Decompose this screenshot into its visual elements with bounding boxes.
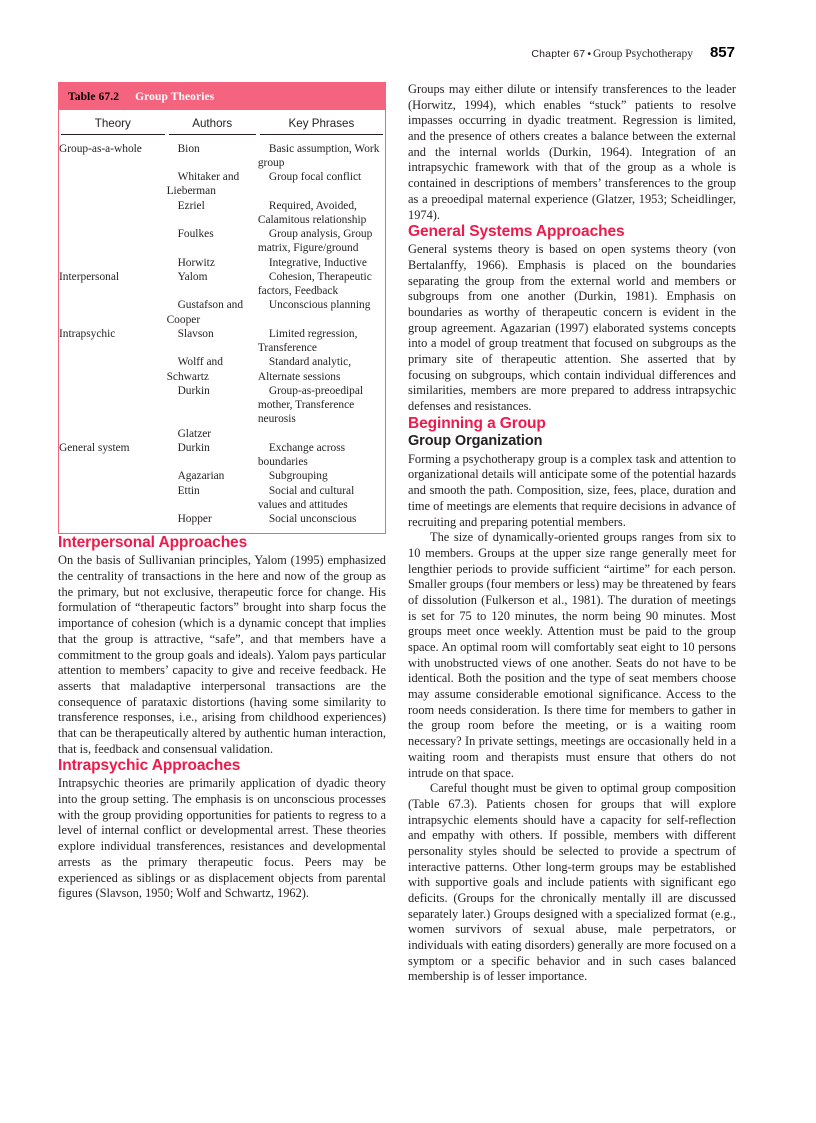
cell-author xyxy=(167,327,258,356)
table-row xyxy=(59,484,385,513)
table-row xyxy=(59,256,385,270)
cell-phrase-text: Group-as-preoedipal mother, Transference neurosis xyxy=(257,384,364,426)
cell-phrase xyxy=(258,199,385,228)
page-number: 857 xyxy=(709,44,735,61)
cell-phrase xyxy=(258,256,385,270)
cell-phrase xyxy=(258,484,385,513)
table-row xyxy=(59,384,385,427)
heading-beginning-a-group: Beginning a Group xyxy=(408,414,546,432)
table-head xyxy=(59,110,385,138)
running-head-title: Group Psychotherapy xyxy=(593,48,693,60)
cell-theory xyxy=(59,484,167,513)
cell-author xyxy=(167,469,258,483)
column-header-theory-label: Theory xyxy=(94,116,131,130)
cell-author-text: Hopper xyxy=(177,513,212,526)
cell-author-text: Bion xyxy=(177,142,200,155)
cell-author xyxy=(167,441,258,470)
cell-theory xyxy=(59,256,167,270)
cell-author-text: Durkin xyxy=(177,441,210,454)
paragraph-group-organization-1: Forming a psychotherapy group is a complex task and attention to organizational details will anticipate some of the potential hazards and smooth the path. Composition, size, fees, place, duration and time of meetings are elements that require decisions in advance of recruiting and preparing potential members. xyxy=(408,451,737,529)
table-row xyxy=(59,227,385,256)
cell-author xyxy=(167,355,258,384)
running-head-chapter: Chapter 67 xyxy=(531,48,586,60)
cell-theory: Intrapsychic xyxy=(59,327,116,340)
cell-author xyxy=(167,270,258,299)
cell-phrase xyxy=(258,355,385,384)
cell-author xyxy=(167,227,258,256)
right-column xyxy=(408,82,736,985)
cell-phrase xyxy=(258,512,385,526)
column-header-key-phrases xyxy=(258,110,385,138)
cell-phrase-text: Integrative, Inductive xyxy=(268,256,367,269)
heading-intrapsychic-approaches: Intrapsychic Approaches xyxy=(58,757,241,775)
cell-phrase-text: Required, Avoided, Calamitous relationship xyxy=(257,199,367,226)
table-body-box xyxy=(58,110,386,535)
cell-author-text: Durkin xyxy=(177,384,210,397)
cell-theory: Group-as-a-whole xyxy=(59,142,142,155)
cell-author-text: Foulkes xyxy=(177,228,214,241)
cell-phrase-text: Group focal conflict xyxy=(268,171,362,184)
cell-author-text: Slavson xyxy=(177,327,214,340)
table-row xyxy=(59,469,385,483)
table-row xyxy=(59,298,385,327)
paragraph-intrapsychic-approaches: Intrapsychic theories are primarily application of dyadic theory into the group setting. The emphasis is on unconscious processes with the group providing opportunities for patients to regress to a level of internal conflict or developmental arrest. These theories explore individual transferences, resistances and developmental arrests as the primary therapeutic focus. Peers may be experienced as siblings or as displacement objects from parental figures (Slavson, 1950; Wolf and Schwartz, 1962). xyxy=(58,776,386,901)
table-row xyxy=(59,355,385,384)
cell-theory xyxy=(59,298,167,327)
cell-phrase xyxy=(258,142,385,171)
cell-theory xyxy=(59,384,167,427)
table-row xyxy=(59,270,385,299)
cell-phrase xyxy=(258,298,385,327)
cell-author-text: Agazarian xyxy=(177,470,225,483)
cell-phrase-text: Cohesion, Therapeutic factors, Feedback xyxy=(257,270,372,298)
table-row xyxy=(59,427,385,441)
cell-theory: General system xyxy=(59,441,130,454)
cell-phrase xyxy=(258,469,385,483)
column-rule-key-phrases xyxy=(260,134,383,135)
table-caption-title: Group Theories xyxy=(135,91,215,103)
cell-author xyxy=(167,142,258,171)
cell-author-text: Whitaker and Lieberman xyxy=(166,171,240,198)
cell-phrase xyxy=(258,270,385,299)
table-caption-number: Table 67.2 xyxy=(68,91,120,103)
cell-phrase-text: Basic assumption, Work group xyxy=(257,142,380,169)
cell-theory xyxy=(59,355,167,384)
column-header-authors-label: Authors xyxy=(192,116,233,130)
cell-author-text: Yalom xyxy=(177,270,208,283)
column-header-theory xyxy=(59,110,167,138)
cell-phrase xyxy=(258,427,385,441)
cell-author-text: Glatzer xyxy=(177,427,212,440)
cell-author xyxy=(167,512,258,526)
table-row xyxy=(59,170,385,199)
cell-author-text: Ezriel xyxy=(177,199,205,212)
running-head-separator: • xyxy=(587,48,591,60)
cell-phrase-text: Group analysis, Group matrix, Figure/ground xyxy=(257,228,373,255)
cell-phrase-text: Social unconscious xyxy=(268,513,357,526)
heading-group-organization: Group Organization xyxy=(408,432,543,449)
heading-interpersonal-approaches: Interpersonal Approaches xyxy=(58,534,248,552)
cell-phrase xyxy=(258,441,385,470)
paragraph-general-systems: General systems theory is based on open systems theory (von Bertalanffy, 1966). Emphasis is placed on the boundaries separating the group from the external world and members or subgroups from one another (Durkin, 1981). Emphasis on boundaries as worthy of therapeutic concern is evident in the group agreement. Agazarian (1997) elaborated systems concepts into a model of group treatment that focused on subgroups as the primary site of therapeutic attention. She asserted that by focusing on subgroups, which contain individual differences and similarities, members are more prepared to address intrapsychic defenses and resistances. xyxy=(408,242,736,414)
paragraph-lead: Groups may either dilute or intensify transferences to the leader (Horwitz, 1994), which enables “stuck” patients to resolve impasses occurring in dyadic treatment. Regression is limited, and the presence of others creates a balance between the external and the internal worlds (Durkin, 1964). Integration of an intrapsychic framework with that of the group as a whole is contained in descriptions of members’ transferences to the group as a preoedipal maternal experience (Glatzer, 1953; Scheidlinger, 1974). xyxy=(408,82,736,222)
cell-theory xyxy=(59,199,167,228)
table-bottom-spacer xyxy=(59,526,385,533)
cell-theory xyxy=(59,227,167,256)
cell-theory xyxy=(59,170,167,199)
cell-author xyxy=(167,170,258,199)
cell-phrase-text: Exchange across boundaries xyxy=(257,441,346,469)
cell-author xyxy=(167,199,258,228)
running-head xyxy=(405,44,735,62)
cell-theory: Interpersonal xyxy=(59,270,120,283)
cell-phrase-text: Unconscious planning xyxy=(268,299,371,312)
paragraph-group-organization-3: Careful thought must be given to optimal group composition (Table 67.3). Patients chosen for groups that will explore intrapsychic elements should have a capacity for self-reflection and empathy with others. If possible, members with different personality styles should be selected to provide a spectrum of interactive patterns. Other long-term groups may be established with supportive goals and include patients with significant ego deficits. (Groups for the chronically mentally ill are discussed separately later.) Groups designed with a specialized format (e.g., women survivors of sexual abuse, male perpetrators, or individuals with eating disorders) generally are more focused on a symptom or a specific behavior and in such cases balanced membership is of lesser importance. xyxy=(408,781,736,984)
cell-phrase-text: Social and cultural values and attitudes xyxy=(257,484,355,511)
cell-theory xyxy=(59,469,167,483)
table-row xyxy=(59,142,385,171)
cell-author xyxy=(167,427,258,441)
cell-author-text: Ettin xyxy=(177,484,200,497)
cell-author-text: Gustafson and Cooper xyxy=(166,299,244,326)
paragraph-group-organization-2: The size of dynamically-oriented groups ranges from six to 10 members. Groups at the upper size range generally meet for lengthier periods to provide sufficient “airtime” for each person. Smaller groups (four members or less) may be threatened by fears of dissolution (Fulkerson et al., 1981). The duration of meetings is set for 75 to 120 minutes, the norm being 90 minutes. Most groups meet once weekly. Attention must be paid to the group space. An optimal room will comfortably seat eight to 10 persons with unobstructed views of one another. Seats do not have to be identical. Both the position and the type of seat members choose may assume considerable emotional significance. Access to the room needs consideration. Is there time for members to gather in the group room before the meeting, or is a waiting room necessary? In private settings, meetings are occasionally held in a waiting room and therapists must ensure that others do not intrude on that space. xyxy=(408,530,736,780)
column-rule-theory xyxy=(61,134,165,135)
cell-theory xyxy=(59,512,167,526)
table-row xyxy=(59,441,385,470)
cell-phrase xyxy=(258,384,385,427)
table-row xyxy=(59,199,385,228)
column-header-key-phrases-label: Key Phrases xyxy=(288,116,355,130)
column-rule-authors xyxy=(169,134,256,135)
cell-phrase xyxy=(258,227,385,256)
table-row xyxy=(59,512,385,526)
cell-theory xyxy=(59,427,167,441)
table-caption xyxy=(58,82,386,110)
cell-phrase xyxy=(258,327,385,356)
table-header-row xyxy=(59,110,385,138)
theories-table xyxy=(59,110,385,534)
table-row xyxy=(59,327,385,356)
cell-phrase xyxy=(258,170,385,199)
cell-author-text: Wolff and Schwartz xyxy=(166,356,223,383)
cell-phrase-text: Standard analytic, Alternate sessions xyxy=(257,356,352,383)
cell-author xyxy=(167,384,258,427)
left-column xyxy=(58,82,386,902)
heading-general-systems-approaches: General Systems Approaches xyxy=(408,223,625,241)
table-body xyxy=(59,138,385,534)
column-header-authors xyxy=(167,110,258,138)
cell-author xyxy=(167,298,258,327)
paragraph-interpersonal-approaches: On the basis of Sullivanian principles, Yalom (1995) emphasized the centrality of transactions in the here and now of the group as the primary, but not exclusive, therapeutic force for change. His formulation of “therapeutic factors” brought into sharp focus the importance of cohesion (which is a dynamic concept that implies that the group is attractive, “safe”, and that members have a commitment to the group goals and ideals). Yalom pays particular attention to members’ capacity to give and receive feedback. He asserts that maladaptive interpersonal transactions are the consequence of parataxic distortions (having some similarity to transference responses, i.e., arising from childhood experiences) that can be therapeutically altered by authentic human interaction, that is, feedback and consensual validation. xyxy=(58,553,386,756)
cell-author-text: Horwitz xyxy=(177,256,215,269)
cell-phrase-text: Subgrouping xyxy=(268,470,328,483)
cell-phrase-text xyxy=(258,428,269,440)
cell-author xyxy=(167,256,258,270)
table-group-theories xyxy=(58,82,386,534)
cell-author xyxy=(167,484,258,513)
cell-phrase-text: Limited regression, Transference xyxy=(257,327,358,355)
